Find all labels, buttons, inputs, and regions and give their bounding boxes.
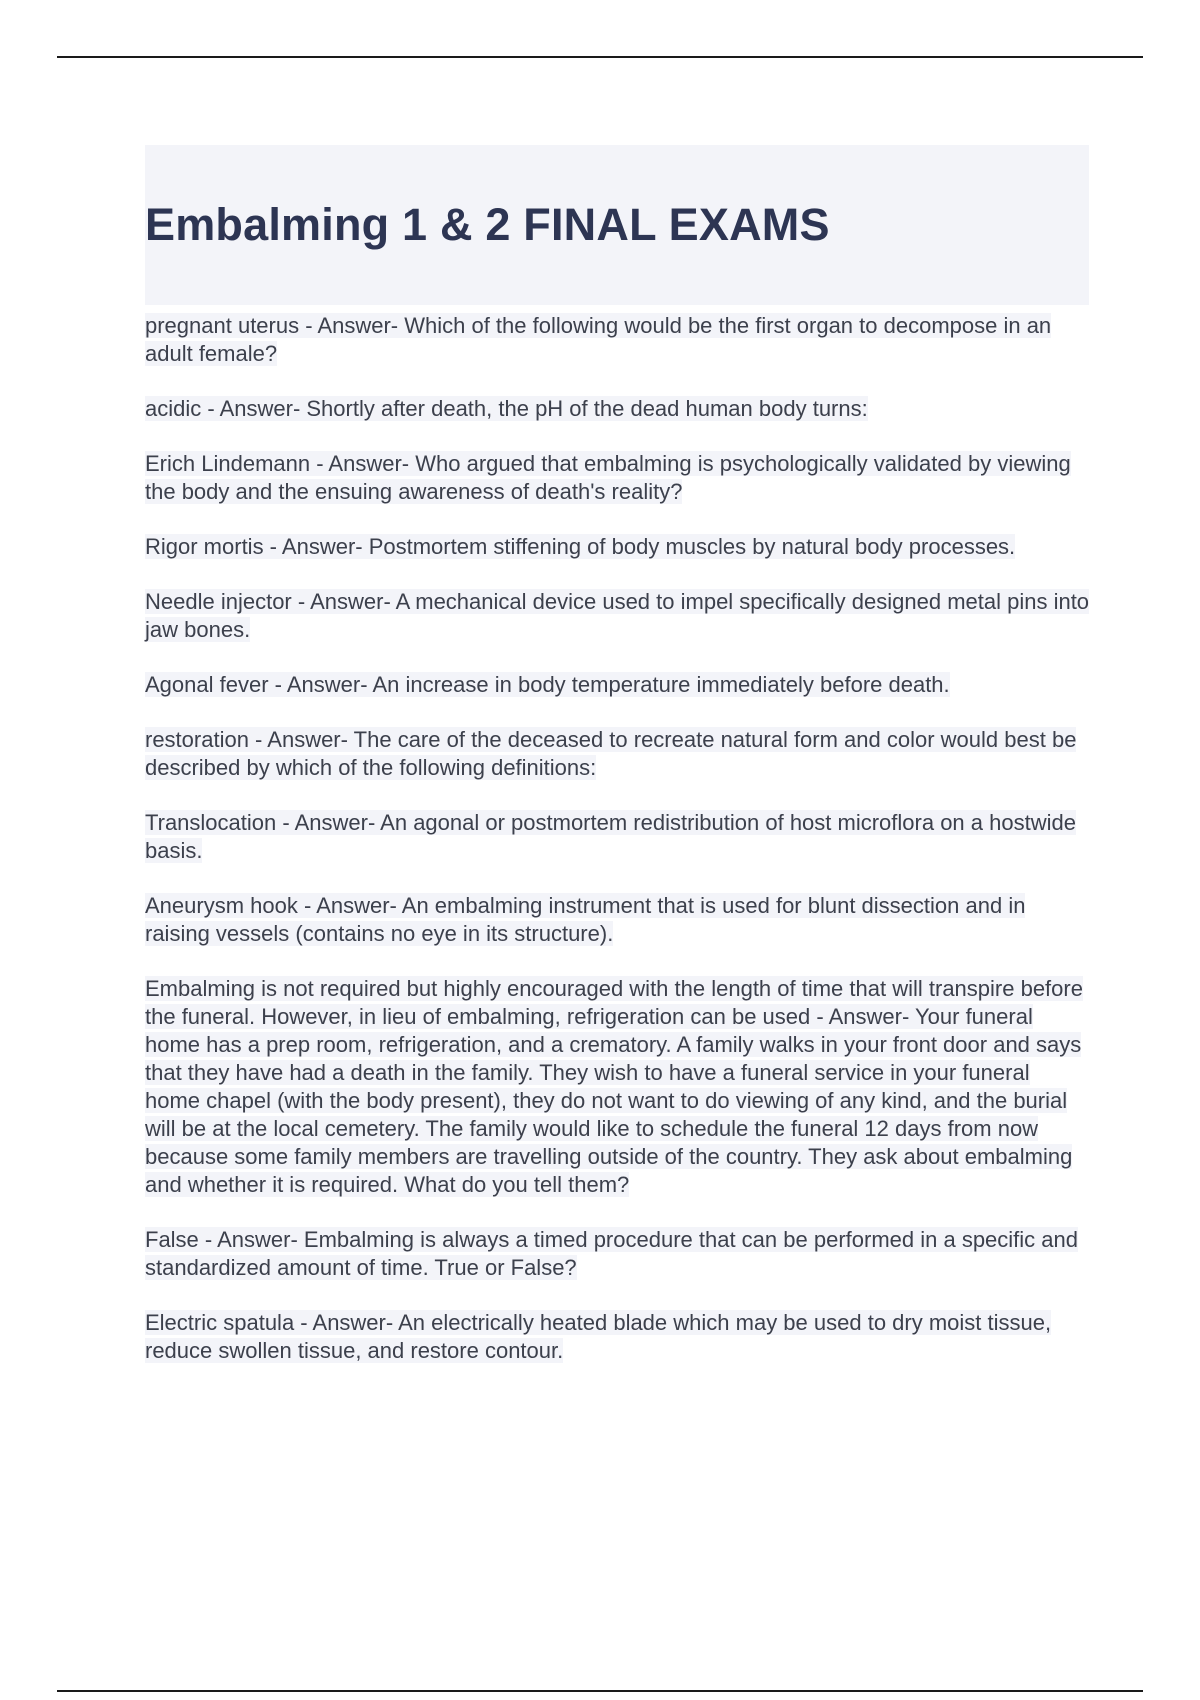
qa-text: Embalming is not required but highly encouraged with the length of time that will transpire before the funeral. However, in lieu of embalming, refrigeration can be used - Answer- Your funeral home has a prep room, refrigeration, and a crematory. A family walks in your front door and says that they have had a death in the family. They wish to have a funeral service in your funeral home chapel (with the body present), they do not want to do viewing of any kind, and the burial will be at the local cemetery. The family would like to schedule the funeral 12 days from now because some family members are travelling outside of the country. They ask about embalming and whether it is required. What do you tell them? — [145, 976, 1083, 1197]
qa-text: Needle injector - Answer- A mechanical device used to impel specifically designed metal pins into jaw bones. — [145, 589, 1090, 642]
qa-list — [145, 312, 1090, 1392]
bottom-rule — [57, 1690, 1143, 1692]
qa-text: pregnant uterus - Answer- Which of the following would be the first organ to decompose in an adult female? — [145, 313, 1052, 366]
qa-text: False - Answer- Embalming is always a timed procedure that can be performed in a specific and standardized amount of time. True or False? — [145, 1227, 1078, 1280]
qa-item — [145, 975, 1090, 1199]
qa-item — [145, 671, 1090, 699]
qa-item — [145, 892, 1090, 948]
qa-item — [145, 395, 1090, 423]
qa-item — [145, 533, 1090, 561]
qa-item — [145, 312, 1090, 368]
top-rule — [57, 56, 1143, 58]
page-title: Embalming 1 & 2 FINAL EXAMS — [145, 199, 830, 250]
qa-text: acidic - Answer- Shortly after death, the pH of the dead human body turns: — [145, 396, 868, 421]
qa-text: Aneurysm hook - Answer- An embalming instrument that is used for blunt dissection and in raising vessels (contains no eye in its structure). — [145, 893, 1026, 946]
qa-item — [145, 1226, 1090, 1282]
qa-item — [145, 450, 1090, 506]
qa-item — [145, 809, 1090, 865]
qa-text: Electric spatula - Answer- An electrically heated blade which may be used to dry moist tissue, reduce swollen tissue, and restore contour. — [145, 1310, 1052, 1363]
qa-item — [145, 726, 1090, 782]
qa-text: Rigor mortis - Answer- Postmortem stiffening of body muscles by natural body processes. — [145, 534, 1016, 559]
qa-text: Erich Lindemann - Answer- Who argued that embalming is psychologically validated by viewing the body and the ensuing awareness of death's reality? — [145, 451, 1071, 504]
qa-item — [145, 588, 1090, 644]
qa-text: restoration - Answer- The care of the deceased to recreate natural form and color would best be described by which of the following definitions: — [145, 727, 1077, 780]
qa-item — [145, 1309, 1090, 1365]
qa-text: Translocation - Answer- An agonal or postmortem redistribution of host microflora on a hostwide basis. — [145, 810, 1076, 863]
qa-text: Agonal fever - Answer- An increase in body temperature immediately before death. — [145, 672, 950, 697]
